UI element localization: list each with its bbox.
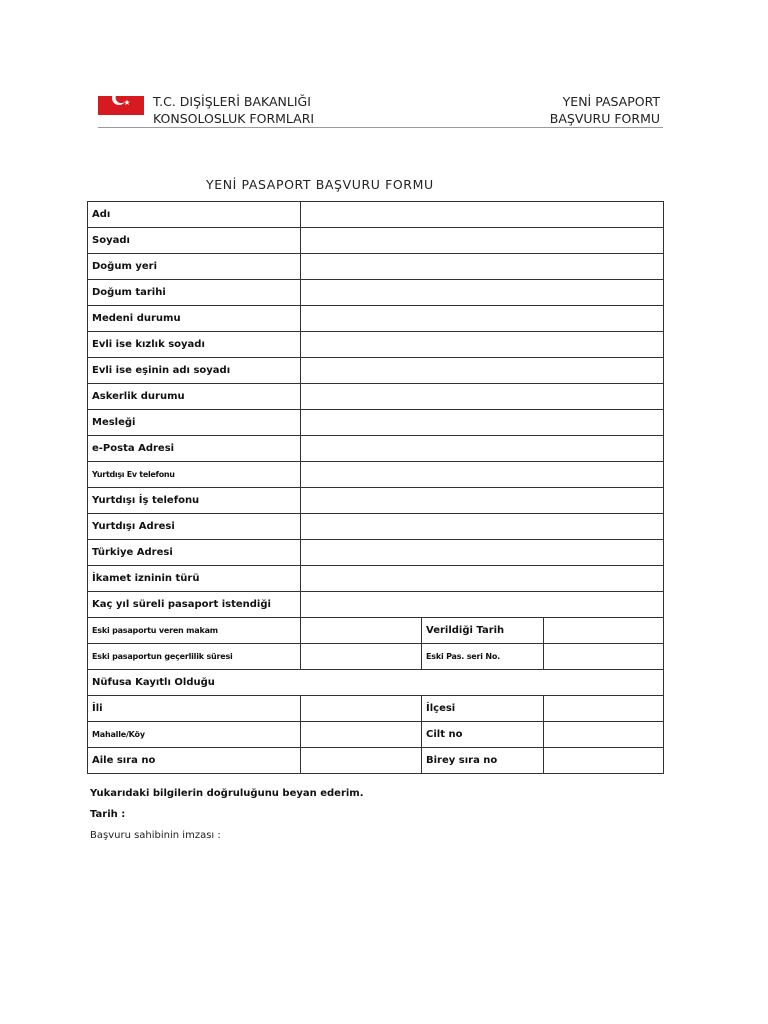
field-input-marital-status[interactable] bbox=[301, 306, 664, 332]
field-input-volume-no[interactable] bbox=[544, 722, 664, 748]
field-input-person-no[interactable] bbox=[544, 748, 664, 774]
field-input-home-phone-abroad[interactable] bbox=[301, 462, 664, 488]
field-label: Doğum tarihi bbox=[88, 280, 301, 306]
field-input-surname[interactable] bbox=[301, 228, 664, 254]
field-label: Askerlik durumu bbox=[88, 384, 301, 410]
field-label: Aile sıra no bbox=[88, 748, 301, 774]
field-label: Soyadı bbox=[88, 228, 301, 254]
form-row bbox=[88, 332, 664, 358]
field-label: İli bbox=[88, 696, 301, 722]
document-type-line1: YENİ PASAPORT bbox=[562, 94, 660, 109]
form-row bbox=[88, 540, 664, 566]
form-row bbox=[88, 306, 664, 332]
field-input-birthplace[interactable] bbox=[301, 254, 664, 280]
field-input-spouse-name[interactable] bbox=[301, 358, 664, 384]
date-label: Tarih : bbox=[90, 809, 126, 820]
field-label: e-Posta Adresi bbox=[88, 436, 301, 462]
field-label: Evli ise eşinin adı soyadı bbox=[88, 358, 301, 384]
field-input-turkey-address[interactable] bbox=[301, 540, 664, 566]
field-label: Mesleği bbox=[88, 410, 301, 436]
form-row bbox=[88, 410, 664, 436]
form-row bbox=[88, 436, 664, 462]
form-row bbox=[88, 280, 664, 306]
signature-label: Başvuru sahibinin imzası : bbox=[90, 830, 221, 841]
field-input-village[interactable] bbox=[301, 722, 422, 748]
field-input-family-no[interactable] bbox=[301, 748, 422, 774]
application-form-table bbox=[87, 201, 664, 774]
form-row bbox=[88, 488, 664, 514]
field-label: Yurtdışı İş telefonu bbox=[88, 488, 301, 514]
field-input-maiden-name[interactable] bbox=[301, 332, 664, 358]
field-label: Evli ise kızlık soyadı bbox=[88, 332, 301, 358]
field-input-old-passport-validity[interactable] bbox=[301, 644, 422, 670]
consular-forms-label: KONSOLOSLUK FORMLARI bbox=[153, 111, 315, 126]
header-divider bbox=[98, 127, 663, 128]
field-input-profession[interactable] bbox=[301, 410, 664, 436]
form-title: YENİ PASAPORT BAŞVURU FORMU bbox=[206, 177, 434, 192]
field-input-work-phone-abroad[interactable] bbox=[301, 488, 664, 514]
field-input-email[interactable] bbox=[301, 436, 664, 462]
form-row bbox=[88, 202, 664, 228]
form-row bbox=[88, 228, 664, 254]
form-row bbox=[88, 462, 664, 488]
field-label: Eski pasaportun geçerlilik süresi bbox=[88, 644, 301, 670]
form-row bbox=[88, 358, 664, 384]
section-row bbox=[88, 670, 664, 696]
field-label: Yurtdışı Ev telefonu bbox=[88, 462, 301, 488]
ministry-name: T.C. DIŞİŞLERİ BAKANLIĞI bbox=[153, 94, 311, 109]
field-input-birthdate[interactable] bbox=[301, 280, 664, 306]
form-row bbox=[88, 592, 664, 618]
field-input-old-passport-serial[interactable] bbox=[544, 644, 664, 670]
field-label: Medeni durumu bbox=[88, 306, 301, 332]
form-row bbox=[88, 618, 664, 644]
form-row bbox=[88, 566, 664, 592]
field-input-residence-permit-type[interactable] bbox=[301, 566, 664, 592]
field-label: Mahalle/Köy bbox=[88, 722, 301, 748]
document-type-header bbox=[550, 93, 660, 127]
form-row bbox=[88, 722, 664, 748]
form-row bbox=[88, 254, 664, 280]
registry-section-label: Nüfusa Kayıtlı Olduğu bbox=[88, 670, 664, 696]
field-input-province[interactable] bbox=[301, 696, 422, 722]
field-input-address-abroad[interactable] bbox=[301, 514, 664, 540]
form-row bbox=[88, 644, 664, 670]
field-label: Birey sıra no bbox=[422, 748, 544, 774]
field-label: İlçesi bbox=[422, 696, 544, 722]
field-label: Cilt no bbox=[422, 722, 544, 748]
field-label: Yurtdışı Adresi bbox=[88, 514, 301, 540]
form-row bbox=[88, 748, 664, 774]
field-label: Kaç yıl süreli pasaport istendiği bbox=[88, 592, 301, 618]
form-row bbox=[88, 514, 664, 540]
document-type-line2: BAŞVURU FORMU bbox=[549, 111, 660, 126]
turkish-flag-logo bbox=[98, 96, 144, 115]
field-label: Türkiye Adresi bbox=[88, 540, 301, 566]
ministry-header bbox=[153, 93, 314, 127]
field-label: Doğum yeri bbox=[88, 254, 301, 280]
field-label: Eski Pas. seri No. bbox=[422, 644, 544, 670]
field-input-name[interactable] bbox=[301, 202, 664, 228]
field-label: Verildiği Tarih bbox=[422, 618, 544, 644]
field-label: İkamet izninin türü bbox=[88, 566, 301, 592]
form-row bbox=[88, 384, 664, 410]
field-input-old-passport-issuer[interactable] bbox=[301, 618, 422, 644]
declaration-text: Yukarıdaki bilgilerin doğruluğunu beyan ederim. bbox=[90, 788, 364, 799]
field-label: Eski pasaportu veren makam bbox=[88, 618, 301, 644]
field-input-passport-duration[interactable] bbox=[301, 592, 664, 618]
field-input-issue-date[interactable] bbox=[544, 618, 664, 644]
field-input-military-status[interactable] bbox=[301, 384, 664, 410]
field-input-district[interactable] bbox=[544, 696, 664, 722]
field-label: Adı bbox=[88, 202, 301, 228]
form-row bbox=[88, 696, 664, 722]
